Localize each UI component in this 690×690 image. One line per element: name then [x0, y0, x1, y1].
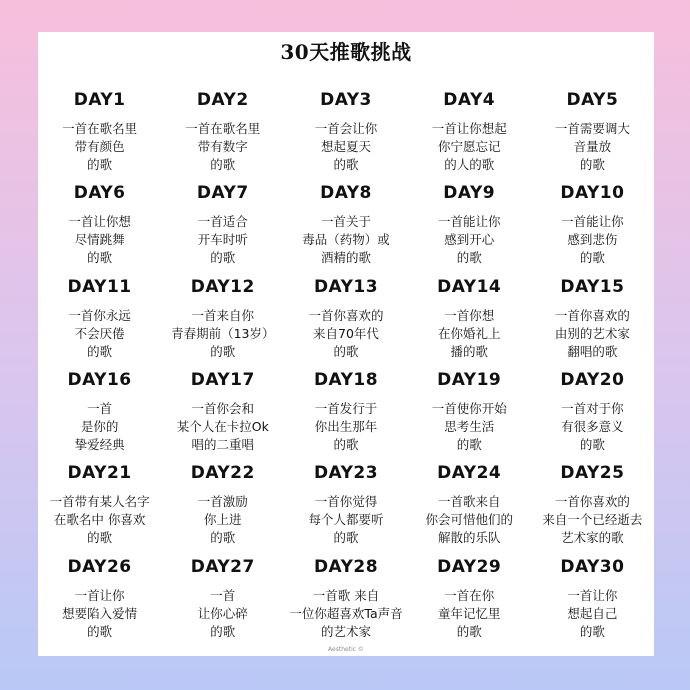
- day-cell: [531, 366, 654, 459]
- day-label: DAY29: [437, 556, 502, 577]
- day-label: DAY23: [313, 463, 379, 484]
- day-label: DAY17: [190, 370, 255, 390]
- day-cell: [408, 553, 531, 646]
- song-prompt: 一首需要调大 音量放 的歌: [554, 121, 630, 172]
- day-cell: [284, 179, 407, 272]
- day-label: DAY5: [566, 90, 619, 110]
- song-prompt: 一首能让你 感到开心 的歌: [437, 214, 501, 266]
- song-prompt: 一首你永远 不会厌倦 的歌: [68, 307, 131, 359]
- day-cell: [408, 86, 531, 179]
- day-label: DAY20: [560, 370, 625, 390]
- day-label: DAY24: [437, 463, 502, 484]
- song-prompt: 一首歌 来自 一位你超喜欢Ta声音 的艺术家: [289, 587, 403, 639]
- song-prompt: 一首你喜欢的 来自一个已经逝去 艺术家的歌: [542, 494, 643, 546]
- song-prompt: 一首使你开始 思考生活 的歌: [431, 401, 507, 452]
- page-title: 30天推歌挑战: [280, 40, 412, 64]
- day-label: DAY8: [320, 183, 372, 204]
- day-label: DAY14: [437, 276, 502, 297]
- day-cell: [408, 459, 531, 552]
- day-label: DAY19: [437, 370, 502, 390]
- day-cell: [408, 179, 531, 272]
- day-label: DAY27: [190, 556, 255, 577]
- day-label: DAY15: [560, 276, 625, 297]
- song-prompt: 一首在歌名里 带有颜色 的歌: [62, 121, 138, 172]
- song-prompt: 一首带有某人名字 在歌名中 你喜欢 的歌: [49, 494, 150, 546]
- song-prompt: 一首适合 开车时听 的歌: [197, 214, 248, 266]
- day-cell: [284, 366, 407, 459]
- day-cell: [284, 459, 407, 552]
- song-prompt: 一首激励 你上进 的歌: [197, 494, 248, 546]
- song-prompt: 一首让你 想起自己 的歌: [567, 587, 618, 639]
- song-prompt: 一首歌来自 你会可惜他们的 解散的乐队: [425, 494, 513, 546]
- song-prompt: 一首发行于 你出生那年 的歌: [314, 401, 378, 452]
- day-label: DAY16: [67, 370, 132, 390]
- day-label: DAY28: [313, 556, 379, 577]
- song-prompt: 一首能让你 感到悲伤 的歌: [561, 214, 624, 266]
- day-label: DAY1: [73, 90, 126, 110]
- day-label: DAY3: [320, 90, 372, 110]
- day-cell: [38, 86, 161, 179]
- song-prompt: 一首关于 毒品（药物）或 酒精的歌: [302, 214, 390, 266]
- day-cell: [284, 553, 407, 646]
- song-prompt: 一首在歌名里 带有数字 的歌: [185, 121, 261, 172]
- day-cell: [38, 273, 161, 366]
- song-prompt: 一首让你想 尽情跳舞 的歌: [68, 214, 131, 266]
- day-cell: [531, 459, 654, 552]
- day-cell: [284, 86, 407, 179]
- day-cell: [161, 459, 284, 552]
- day-label: DAY6: [73, 183, 126, 204]
- day-cell: [38, 459, 161, 552]
- day-label: DAY12: [190, 276, 255, 297]
- song-prompt: 一首会让你 想起夏天 的歌: [314, 121, 378, 172]
- day-label: DAY7: [196, 183, 249, 204]
- day-cell: [161, 366, 284, 459]
- song-prompt: 一首你会和 某个人在卡拉Ok 唱的二重唱: [176, 401, 269, 452]
- song-prompt: 一首你喜欢的 由别的艺术家 翻唱的歌: [554, 307, 630, 359]
- day-cell: [408, 366, 531, 459]
- song-prompt: 一首让你想起 你宁愿忘记 的人的歌: [431, 121, 507, 172]
- day-cell: [531, 179, 654, 272]
- day-cell: [38, 553, 161, 646]
- song-prompt: 一首来自你 青春期前（13岁） 的歌: [171, 307, 275, 359]
- song-prompt: 一首你想 在你婚礼上 播的歌: [437, 307, 501, 359]
- day-cell: [408, 273, 531, 366]
- song-prompt: 一首让你 想要陷入爱情 的歌: [62, 587, 138, 639]
- watermark-text: Aesthetic ©: [328, 646, 364, 653]
- day-label: DAY18: [313, 370, 379, 390]
- day-label: DAY30: [560, 556, 625, 577]
- day-label: DAY25: [560, 463, 625, 484]
- song-prompt: 一首对于你 有很多意义 的歌: [561, 401, 624, 452]
- day-label: DAY22: [190, 463, 255, 484]
- day-label: DAY11: [67, 276, 132, 297]
- day-cell: [161, 179, 284, 272]
- day-label: DAY26: [67, 556, 132, 577]
- day-label: DAY2: [196, 90, 249, 110]
- day-cell: [531, 273, 654, 366]
- day-cell: [38, 179, 161, 272]
- day-cell: [38, 366, 161, 459]
- song-prompt: 一首你喜欢的 来自70年代 的歌: [308, 307, 384, 359]
- challenge-card: [38, 32, 654, 656]
- day-label: DAY13: [313, 276, 379, 297]
- day-cell: [284, 273, 407, 366]
- day-label: DAY9: [443, 183, 496, 204]
- song-prompt: 一首 是你的 挚爱经典: [74, 401, 125, 452]
- day-label: DAY10: [560, 183, 625, 204]
- day-cell: [161, 553, 284, 646]
- song-prompt: 一首你觉得 每个人都要听 的歌: [308, 494, 384, 546]
- song-prompt: 一首 让你心碎 的歌: [197, 587, 248, 639]
- challenge-grid: [38, 86, 654, 646]
- day-label: DAY4: [443, 90, 496, 110]
- day-cell: [531, 553, 654, 646]
- day-cell: [531, 86, 654, 179]
- song-prompt: 一首在你 童年记忆里 的歌: [437, 587, 501, 639]
- day-cell: [161, 86, 284, 179]
- day-cell: [161, 273, 284, 366]
- day-label: DAY21: [67, 463, 132, 484]
